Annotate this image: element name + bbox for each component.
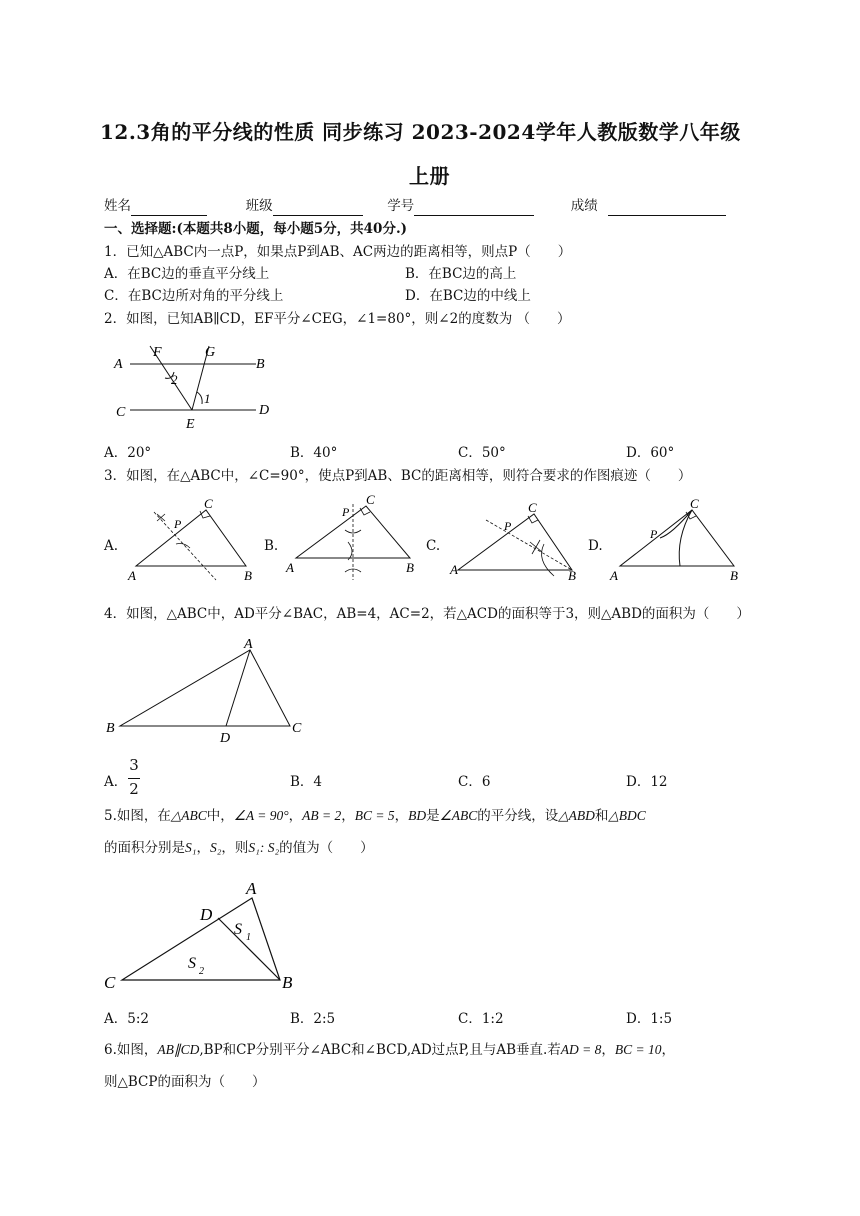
- q2-label-c: C: [116, 405, 126, 420]
- q4-stem: 4．如图，△ABC中，AD平分∠BAC，AB=4，AC=2，若△ACD的面积等于3，则△ABD的面积为（ ）: [104, 606, 750, 622]
- q2-label-d: D: [259, 403, 270, 418]
- q5-label-a: A: [246, 879, 257, 898]
- q3b-label-p: P: [342, 505, 350, 519]
- q1-stem: 1．已知△ABC内一点P，如果点P到AB、AC两边的距离相等，则点P（ ）: [104, 244, 572, 260]
- q2-option-b[interactable]: B．40°: [290, 445, 338, 461]
- q4-a-numerator: 3: [129, 756, 139, 774]
- q5-math-bc: BC = 5: [354, 808, 395, 823]
- q5-text-3: 是: [426, 808, 440, 824]
- score-field[interactable]: [608, 200, 726, 216]
- q5-option-a[interactable]: A．5:2: [104, 1011, 149, 1027]
- q5-math-ratio: S₁: S₂: [248, 840, 280, 855]
- q4-a-denominator: 2: [129, 780, 139, 798]
- q4-label-d: D: [220, 731, 231, 746]
- q4-label-b: B: [106, 721, 115, 736]
- q3-option-b[interactable]: B.: [264, 538, 279, 554]
- q5-math-abc: △ABC: [170, 808, 207, 823]
- q5-math-abd: △ABD: [558, 808, 595, 823]
- q6-text-1: 6.如图，: [104, 1042, 158, 1058]
- q3-figure-d: [606, 494, 746, 586]
- q3b-label-c: C: [366, 492, 375, 507]
- q2-option-a[interactable]: A．20°: [104, 445, 152, 461]
- q5-text-2: 中，: [206, 808, 234, 824]
- q5-stem-line2: 的面积分别是S₁，S₂，则S₁: S₂的值为（ ）: [104, 840, 374, 856]
- q4-label-a: A: [244, 637, 253, 652]
- q4-option-a[interactable]: A．: [104, 774, 128, 790]
- q3d-label-c: C: [690, 496, 699, 511]
- q1-option-b[interactable]: B．在BC边的高上: [405, 266, 517, 282]
- q3c-label-b: B: [568, 568, 576, 583]
- q1-option-c[interactable]: C．在BC边所对角的平分线上: [104, 288, 284, 304]
- q1-option-a[interactable]: A．在BC边的垂直平分线上: [104, 266, 270, 282]
- q5-option-d[interactable]: D．1:5: [626, 1011, 673, 1027]
- q4-figure: [100, 634, 320, 746]
- q5-math-angle-abc: ∠ABC: [439, 808, 478, 823]
- q2-figure: [104, 336, 284, 436]
- q5-figure: [100, 876, 310, 998]
- info-row: [104, 196, 764, 216]
- q2-label-f: F: [153, 345, 162, 360]
- q3a-label-b: B: [244, 568, 252, 583]
- q5-text-6: 的面积分别是: [104, 840, 185, 856]
- q2-stem: 2．如图，已知AB∥CD，EF平分∠CEG，∠1=80°，则∠2的度数为 （ ）: [104, 311, 571, 327]
- score-label: 成绩: [570, 198, 598, 214]
- q5-math-ab: AB = 2: [302, 808, 342, 823]
- id-field[interactable]: [414, 200, 534, 216]
- q5-label-s2: S: [188, 955, 196, 972]
- q3c-label-a: A: [450, 562, 458, 577]
- q3d-label-p: P: [650, 527, 658, 541]
- page-title-line2: 上册: [409, 164, 450, 188]
- q5-label-s2-sub: 2: [199, 966, 204, 977]
- q3d-label-a: A: [610, 568, 618, 583]
- q3d-label-b: B: [730, 568, 738, 583]
- name-field[interactable]: [131, 200, 207, 216]
- q6-math-ad: AD = 8: [560, 1042, 602, 1057]
- q5-label-c: C: [104, 973, 116, 992]
- q2-label-b: B: [256, 357, 265, 372]
- q5-math-bd: BD: [408, 808, 427, 823]
- q4-a-fraction-bar: [128, 778, 140, 779]
- q3-option-a[interactable]: A.: [104, 538, 119, 554]
- q5-text-4: 的平分线，设: [477, 808, 559, 824]
- q2-label-g: G: [205, 345, 216, 360]
- q3c-label-c: C: [528, 500, 537, 515]
- q5-label-s1-sub: 1: [246, 932, 251, 943]
- q4-option-c[interactable]: C．6: [458, 774, 491, 790]
- q5-text-7: ，则: [221, 840, 249, 856]
- section-heading: 一、选择题:(本题共8小题，每小题5分，共40分.): [104, 221, 408, 237]
- q3-figure-c: [444, 498, 590, 586]
- q6-stem-line2: 则△BCP的面积为（ ）: [104, 1074, 266, 1090]
- class-field[interactable]: [273, 200, 363, 216]
- q3-option-c[interactable]: C.: [426, 538, 441, 554]
- q5-label-s1: S: [234, 921, 242, 938]
- q3-figure-b: [282, 488, 422, 584]
- q5-stem-line1: 5.如图，在△ABC中，∠A = 90°，AB = 2，BC = 5，BD是∠ABC的平分线，设△ABD和△BDC: [104, 808, 646, 824]
- q5-label-b: B: [282, 973, 293, 992]
- name-label: 姓名: [104, 198, 131, 214]
- q6-math-ab-cd: AB∥CD: [157, 1042, 200, 1057]
- page-title: 12.3角的平分线的性质 同步练习 2023-2024学年人教版数学八年级: [100, 120, 741, 144]
- q5-math-angle-a: ∠A = 90°: [233, 808, 289, 823]
- q3a-label-c: C: [204, 496, 213, 511]
- q2-label-angle1: 1: [204, 391, 211, 406]
- q2-label-angle2: 2: [171, 372, 178, 387]
- q5-text-8: 的值为（ ）: [279, 840, 374, 856]
- q5-option-c[interactable]: C．1:2: [458, 1011, 504, 1027]
- q5-math-s2: S₂: [209, 840, 222, 855]
- q5-math-bdc: △BDC: [608, 808, 646, 823]
- q4-label-c: C: [292, 721, 302, 736]
- q5-text-1: 5.如图，在: [104, 808, 171, 824]
- class-label: 班级: [245, 198, 273, 214]
- q2-label-e: E: [186, 417, 195, 432]
- q6-stem-line1: 6.如图，AB∥CD,BP和CP分别平分∠ABC和∠BCD,AD过点P,且与AB垂直.若AD = 8，BC = 10，: [104, 1042, 676, 1058]
- q3b-label-a: A: [286, 560, 294, 575]
- q3-stem: 3．如图，在△ABC中，∠C=90°，使点P到AB、BC的距离相等，则符合要求的作图痕迹（ ）: [104, 468, 692, 484]
- q2-label-a: A: [114, 357, 123, 372]
- q3a-label-p: P: [174, 517, 182, 531]
- q4-option-b[interactable]: B．4: [290, 774, 323, 790]
- q6-math-bc: BC = 10: [614, 1042, 662, 1057]
- q5-text-5: 和: [594, 808, 609, 824]
- q2-option-d[interactable]: D．60°: [626, 445, 675, 461]
- q3c-label-p: P: [504, 519, 512, 533]
- q2-option-c[interactable]: C．50°: [458, 445, 506, 461]
- id-label: 学号: [387, 198, 415, 214]
- q4-option-d[interactable]: D．12: [626, 774, 668, 790]
- q3-figure-a: [120, 494, 260, 586]
- q5-math-s1: S₁: [185, 840, 197, 855]
- q3b-label-b: B: [406, 560, 414, 575]
- q6-text-2: ,BP和CP分别平分∠ABC和∠BCD,AD过点P,且与AB垂直.若: [199, 1042, 561, 1058]
- q3a-label-a: A: [128, 568, 136, 583]
- q5-label-d: D: [200, 905, 213, 924]
- q1-option-d[interactable]: D．在BC边的中线上: [405, 288, 531, 304]
- q3-option-d[interactable]: D.: [588, 538, 603, 554]
- q5-option-b[interactable]: B．2:5: [290, 1011, 336, 1027]
